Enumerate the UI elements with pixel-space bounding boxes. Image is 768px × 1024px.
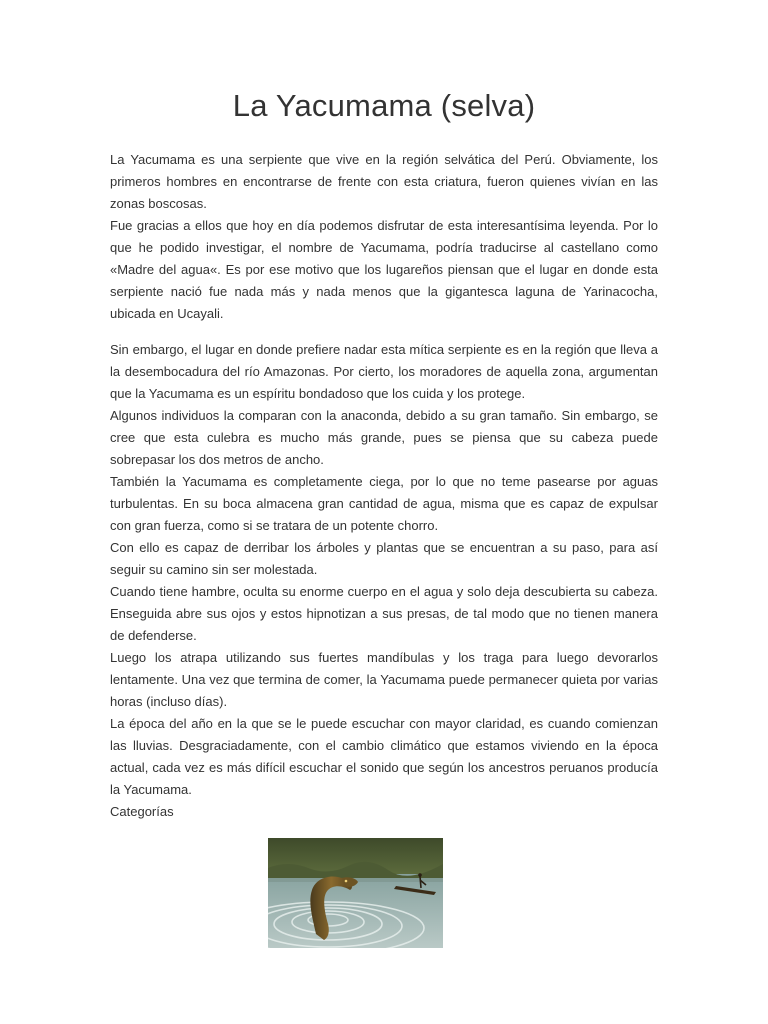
paragraph: También la Yacumama es completamente ciega, por lo que no teme pasearse por aguas turbulentas. En su boca almacena gran cantidad de agua, misma que es capaz de expulsar con gran fuerza, como si se tratara de un potente chorro. [110,474,658,533]
paragraph: Sin embargo, el lugar en donde prefiere nadar esta mítica serpiente es en la región que lleva a la desembocadura del río Amazonas. Por cierto, los moradores de aquella zona, argumentan que la Yacumama es un espíritu bondadoso que los cuida y los protege. [110,342,658,401]
paragraph: Luego los atrapa utilizando sus fuertes mandíbulas y los traga para luego devorarlos lentamente. Una vez que termina de comer, la Yacumama puede permanecer quieta por varias horas (incluso días). [110,650,658,709]
paragraph: La época del año en la que se le puede escuchar con mayor claridad, es cuando comienzan las lluvias. Desgraciadamente, con el cambio climático que estamos viviendo en la época actual, cada vez es más difícil escuchar el sonido que según los ancestros peruanos producía la Yacumama. [110,716,658,797]
serpent-illustration-image [268,838,443,948]
paragraph: Fue gracias a ellos que hoy en día podemos disfrutar de esta interesantísima leyenda. Por lo que he podido investigar, el nombre de Yacumama, podría traducirse al castellano como «Madre del agua«. Es por ese motivo que los lugareños piensan que el lugar en donde esta serpiente nació fue nada más y nada menos que la gigantesca laguna de Yarinacocha, ubicada en Ucayali. [110,218,658,321]
serpent-in-lagoon-icon [268,838,443,948]
categories-label: Categorías [110,804,174,819]
paragraph: La Yacumama es una serpiente que vive en la región selvática del Perú. Obviamente, los primeros hombres en encontrarse de frente con esta criatura, fueron quienes vivían en las zonas boscosas. [110,152,658,211]
article-body [110,149,658,823]
paragraph: Cuando tiene hambre, oculta su enorme cuerpo en el agua y solo deja descubierta su cabeza. Enseguida abre sus ojos y estos hipnotizan a sus presas, de tal modo que no tienen manera de defenderse. [110,584,658,643]
page-title: La Yacumama (selva) [232,88,536,123]
paragraph: Con ello es capaz de derribar los árboles y plantas que se encuentran a su paso, para así seguir su camino sin ser molestada. [110,540,658,577]
paragraph: Algunos individuos la comparan con la anaconda, debido a su gran tamaño. Sin embargo, se cree que esta culebra es mucho más grande, pues se piensa que su cabeza puede sobrepasar los dos metros de ancho. [110,408,658,467]
